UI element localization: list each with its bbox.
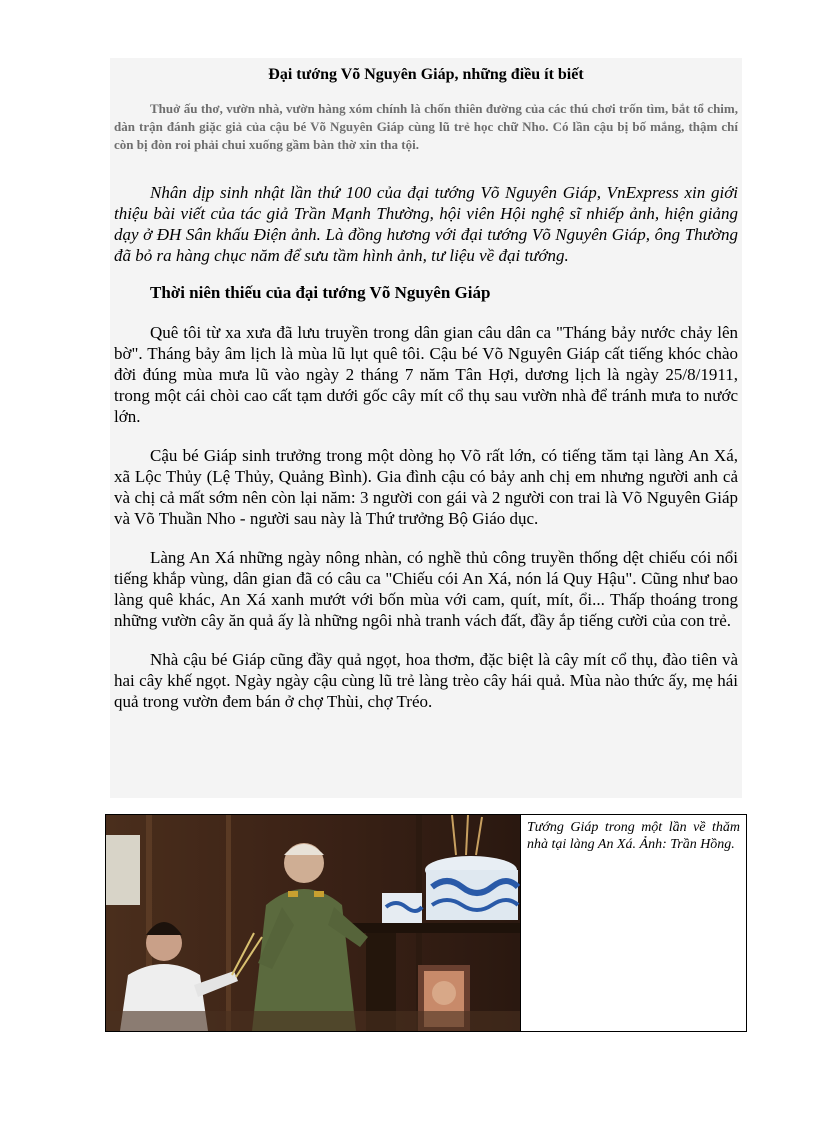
photo-illustration	[106, 815, 520, 1031]
photo-figure	[105, 814, 747, 1032]
paragraph-3: Làng An Xá những ngày nông nhàn, có nghề thủ công truyền thống dệt chiếu cói nổi tiếng khắp vùng, dân gian đã có câu ca "Chiếu cói An Xá, nón lá Quy Hậu". Cũng như bao làng quê khác, An Xá xanh mướt với bốn mùa với cam, quít, mít, ổi... Thấp thoáng trong những vườn cây ăn quả ấy là những ngôi nhà tranh vách đất, đầy ắp tiếng cười của con trẻ.	[114, 548, 738, 630]
photo	[106, 815, 521, 1031]
photo-caption: Tướng Giáp trong một lần về thăm nhà tại làng An Xá. Ảnh: Trần Hồng.	[527, 820, 740, 852]
article-intro: Nhân dịp sinh nhật lần thứ 100 của đại tướng Võ Nguyên Giáp, VnExpress xin giới thiệu bài viết của tác giả Trần Mạnh Thường, hội viên Hội nghệ sĩ nhiếp ảnh, hiện giảng dạy ở ĐH Sân khấu Điện ảnh. Là đồng hương với đại tướng Võ Nguyên Giáp, ông Thường đã bỏ ra hàng chục năm để sưu tầm hình ảnh, tư liệu về đại tướng.	[114, 183, 738, 265]
paragraph-1: Quê tôi từ xa xưa đã lưu truyền trong dân gian câu dân ca "Tháng bảy nước chảy lên bờ". Tháng bảy âm lịch là mùa lũ lụt quê tôi. Cậu bé Võ Nguyên Giáp cất tiếng khóc chào đời đúng mùa mưa lũ vào ngày 2 tháng 7 năm Tân Hợi, dương lịch là ngày 25/8/1911, trong một cái chòi cao cất tạm dưới gốc cây mít cổ thụ sau vườn nhà để tránh mưa to nước lớn.	[114, 323, 738, 426]
paragraph-2: Cậu bé Giáp sinh trưởng trong một dòng họ Võ rất lớn, có tiếng tăm tại làng An Xá, xã Lộc Thủy (Lệ Thủy, Quảng Bình). Gia đình cậu có bảy anh chị em nhưng người anh cả và chị cả mất sớm nên còn lại năm: 3 người con gái và 2 người con trai là Võ Nguyên Giáp và Võ Thuần Nho - người sau này là Thứ trưởng Bộ Giáo dục.	[114, 446, 738, 528]
article-title: Đại tướng Võ Nguyên Giáp, những điều ít biết	[268, 66, 584, 83]
article-body	[110, 58, 742, 798]
paragraph-4: Nhà cậu bé Giáp cũng đầy quả ngọt, hoa thơm, đặc biệt là cây mít cổ thụ, đào tiên và hai cây khế ngọt. Ngày ngày cậu cùng lũ trẻ làng trèo cây hái quả. Mùa nào thức ấy, mẹ hái quả trong vườn đem bán ở chợ Thùi, chợ Tréo.	[114, 650, 738, 711]
section-heading: Thời niên thiếu của đại tướng Võ Nguyên Giáp	[150, 283, 491, 302]
article-lead: Thuở ấu thơ, vườn nhà, vườn hàng xóm chính là chốn thiên đường của các thú chơi trốn tìm, bắt tổ chim, dàn trận đánh giặc giả của cậu bé Võ Nguyên Giáp cùng lũ trẻ học chữ Nho. Có lần cậu bị bố mắng, thậm chí còn bị đòn roi phải chui xuống gầm bàn thờ xin tha tội.	[114, 101, 738, 152]
